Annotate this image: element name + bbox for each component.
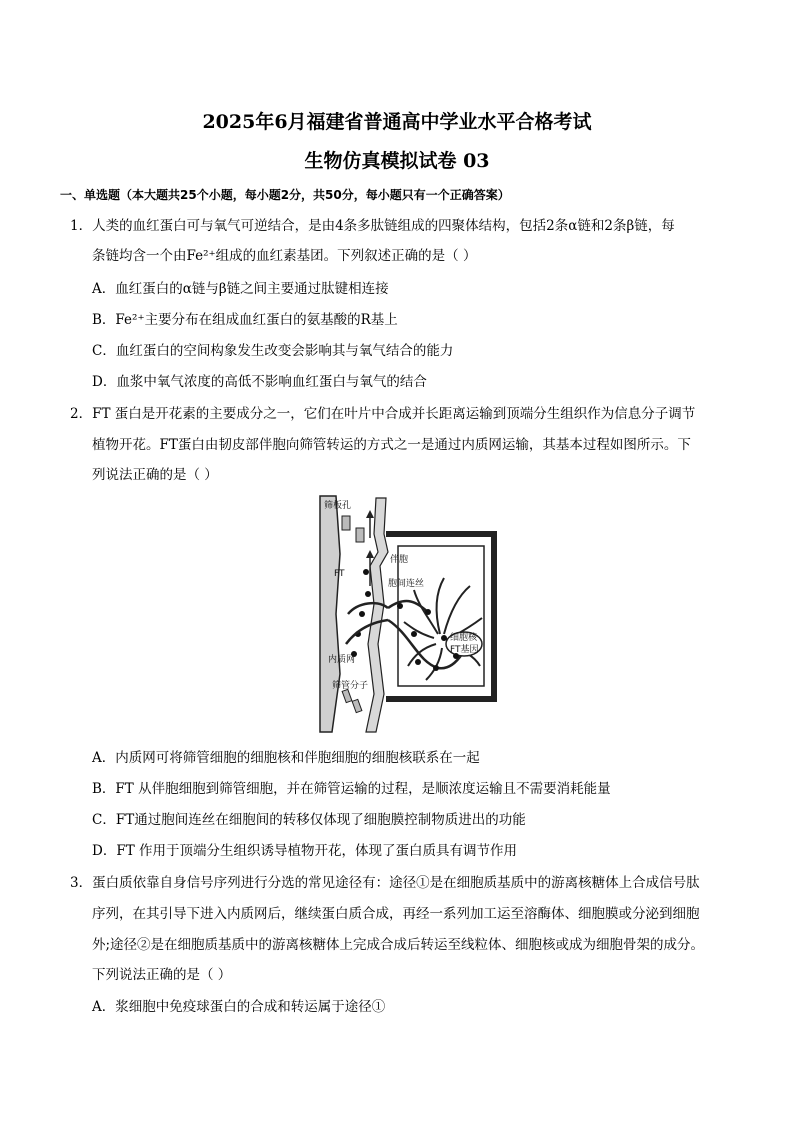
- exam-subtitle: 生物仿真模拟试卷 03: [304, 150, 490, 172]
- arrow-head: [366, 550, 374, 558]
- arrow-head: [366, 510, 374, 518]
- ft-protein-dot: [411, 631, 417, 637]
- q2-option-c: C．FT通过胞间连丝在细胞间的转移仅体现了细胞膜控制物质进出的功能: [92, 812, 526, 828]
- q2-stem-line3: 列说法正确的是（ ）: [92, 467, 218, 483]
- q1-stem-line1: 1．人类的血红蛋白可与氧气可逆结合，是由4条多肽链组成的四聚体结构，包括2条α链和2条β链，每: [70, 218, 675, 234]
- sieve-plate: [356, 528, 364, 542]
- q2-stem-line2: 植物开花。FT蛋白由韧皮部伴胞向筛管转运的方式之一是通过内质网运输，其基本过程如图所示。下: [92, 437, 691, 453]
- ft-protein-dot: [415, 659, 421, 665]
- label-ft-gene: FT基因: [450, 645, 479, 655]
- q1-stem-line2: 条链均含一个由Fe²⁺组成的血红素基团。下列叙述正确的是（ ）: [92, 248, 477, 264]
- sieve-plate: [342, 516, 350, 530]
- q1-option-a: A．血红蛋白的α链与β链之间主要通过肽键相连接: [92, 281, 389, 297]
- label-sieve-element: 筛管分子: [332, 681, 369, 691]
- ft-protein-dot: [363, 569, 369, 575]
- sieve-plate: [352, 699, 362, 712]
- section-heading: 一、单选题（本大题共25个小题，每小题2分，共50分，每小题只有一个正确答案）: [60, 188, 510, 202]
- label-er: 内质网: [328, 655, 356, 665]
- ft-protein-dot: [365, 591, 371, 597]
- q3-option-a: A．浆细胞中免疫球蛋白的合成和转运属于途径①: [92, 999, 386, 1015]
- ft-protein-dot: [359, 611, 365, 617]
- label-ft: FT: [334, 569, 345, 579]
- er-strand: [346, 620, 388, 644]
- ft-protein-dot: [397, 603, 403, 609]
- label-companion: 伴胞: [390, 555, 409, 565]
- q2-stem-line1: 2．FT 蛋白是开花素的主要成分之一，它们在叶片中合成并长距离运输到顶端分生组织作为信息分子调节: [70, 406, 696, 422]
- q3-stem-line2: 序列，在其引导下进入内质网后，继续蛋白质合成，再经一系列加工运至溶酶体、细胞膜或分泌到细胞: [92, 906, 700, 922]
- ft-protein-dot: [425, 609, 431, 615]
- q2-option-b: B．FT 从伴胞细胞到筛管细胞，并在筛管运输的过程，是顺浓度运输且不需要消耗能量: [92, 781, 611, 797]
- exam-title: 2025年6月福建省普通高中学业水平合格考试: [202, 111, 592, 133]
- q1-option-d: D．血浆中氧气浓度的高低不影响血红蛋白与氧气的结合: [92, 374, 427, 390]
- companion-cell-membrane: [398, 546, 484, 686]
- q1-option-b: B．Fe²⁺主要分布在组成血红蛋白的氨基酸的R基上: [92, 312, 398, 328]
- sieve-wall-left: [320, 496, 340, 732]
- q3-stem-line3: 外;途径②是在细胞质基质中的游离核糖体上完成合成后转运至线粒体、细胞核或成为细胞骨架的成分。: [92, 937, 705, 953]
- q3-stem-line4: 下列说法正确的是（ ）: [92, 967, 232, 983]
- q2-option-a: A．内质网可将筛管细胞的细胞核和伴胞细胞的细胞核联系在一起: [92, 750, 480, 766]
- q2-option-d: D．FT 作用于顶端分生组织诱导植物开花，体现了蛋白质具有调节作用: [92, 843, 517, 859]
- q1-option-c: C．血红蛋白的空间构象发生改变会影响其与氧气结合的能力: [92, 343, 454, 359]
- q3-stem-line1: 3．蛋白质依靠自身信号序列进行分选的常见途径有：途径①是在细胞质基质中的游离核糖体上合成信号肽: [70, 875, 700, 891]
- label-sieve-pore: 筛板孔: [324, 501, 352, 511]
- ft-protein-dot: [433, 665, 439, 671]
- ft-transport-figure: [318, 494, 498, 734]
- label-nucleus: 细胞核: [450, 633, 478, 643]
- label-plasmodesma: 胞间连丝: [388, 579, 425, 589]
- sieve-plate: [342, 689, 352, 702]
- ft-protein-dot: [441, 635, 447, 641]
